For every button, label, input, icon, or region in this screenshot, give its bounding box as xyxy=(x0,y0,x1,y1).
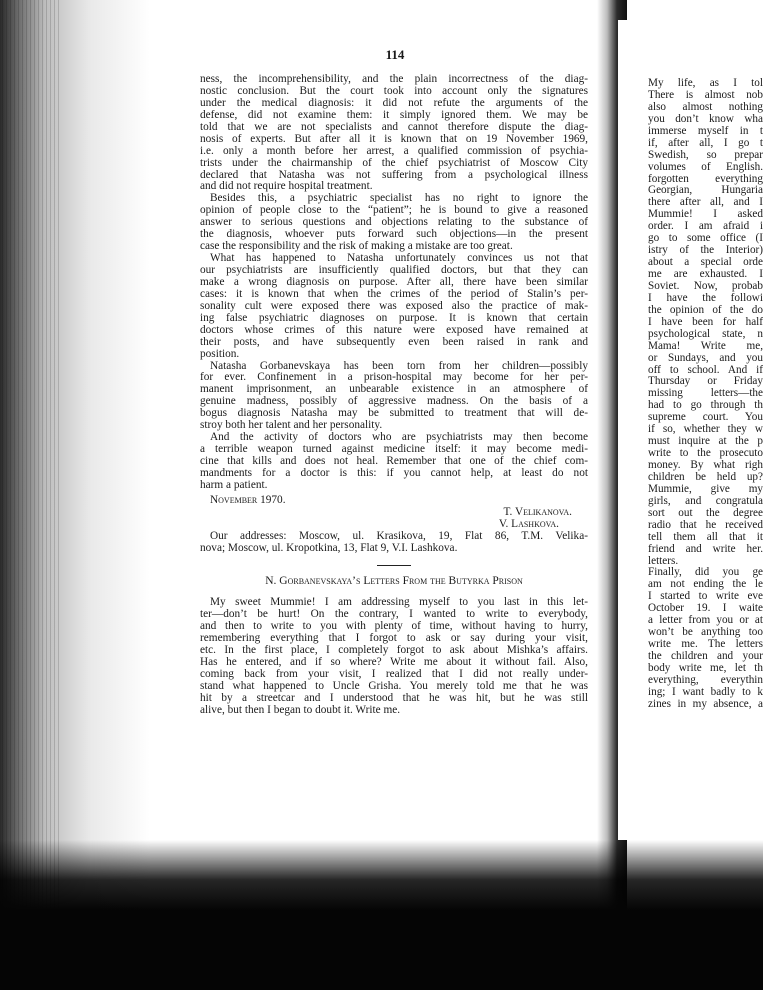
text-line: And the activity of doctors who are psychiatrists may then become xyxy=(210,431,588,444)
section-divider xyxy=(377,565,411,566)
text-line: the diagnosis, whoever puts forward such objections—in the present xyxy=(200,228,588,241)
text-line: etc. In the first place, I completely forgot to ask about Mishka’s affairs. xyxy=(200,644,588,657)
facing-page-line: body write me, let th xyxy=(648,662,763,674)
facing-page-line: the children and your xyxy=(648,651,763,662)
text-line: declared that Natasha was not suffering from a psychological illness xyxy=(200,168,588,181)
facing-page-line: Mummie, give my xyxy=(648,483,763,495)
facing-page-line: off to school. And if xyxy=(648,364,763,376)
text-line: Natasha Gorbanevskaya has been torn from her children—possibly xyxy=(210,359,588,372)
facing-page-line: go to some office (I xyxy=(648,233,763,245)
text-line: answer to serious questions and objections relating to the substance of xyxy=(200,216,588,229)
facing-page-line: there after all, and I xyxy=(648,197,763,209)
facing-page-line: There is almost nob xyxy=(648,89,763,101)
facing-page-line: Thursday or Friday xyxy=(648,376,763,388)
text-line: alive, but then I began to doubt it. Write me. xyxy=(200,703,401,716)
addresses-line: Our addresses: Moscow, ul. Krasikova, 19, Flat 86, T.M. Velika- xyxy=(210,529,588,542)
facing-page-line: supreme court. You xyxy=(648,412,763,424)
facing-page-line: Finally, did you ge xyxy=(648,567,763,579)
facing-page-line: Mummie! I asked xyxy=(648,209,763,221)
text-line: and did not require hospital treatment. xyxy=(200,180,373,193)
facing-page-line: immerse myself in t xyxy=(648,125,763,137)
date-line: November 1970. xyxy=(210,493,286,506)
facing-page-line: a letter from you or at xyxy=(648,615,763,627)
facing-page-line: missing letters—the xyxy=(648,388,763,400)
facing-page-line: girls, and congratula xyxy=(648,495,763,507)
text-line: and then to write to you with plenty of time, without having to hurry, xyxy=(200,620,588,633)
facing-page-line: forgotten everything xyxy=(648,173,763,185)
text-line: hit by a streetcar and I understood that he was hit, but he was still xyxy=(200,691,588,704)
text-line: My sweet Mummie! I am addressing myself to you last in this let- xyxy=(210,596,588,609)
text-line: ness, the incomprehensibility, and the plain incorrectness of the diag- xyxy=(200,73,588,85)
text-line: a terrible weapon turned against medicine itself: it may become medi- xyxy=(200,443,588,456)
facing-page-line: Soviet. Now, probab xyxy=(648,280,763,292)
page-number: 114 xyxy=(385,47,405,62)
text-line: cases: it is known that when the crimes of the period of Stalin’s per- xyxy=(200,287,588,300)
facing-page-line: I have the followi xyxy=(648,292,763,304)
text-line: told that we are not specialists and cannot therefore dispute the diag- xyxy=(200,120,588,133)
facing-page-line: Georgian, Hungaria xyxy=(648,185,763,197)
facing-page-line: My life, as I tol xyxy=(648,78,763,89)
text-line: genuine madness, possibly of aggressive madness. On the basis of a xyxy=(200,395,588,408)
text-line: make a wrong diagnosis on purpose. After all, there have been similar xyxy=(200,275,588,288)
facing-page-line: write me. The letters xyxy=(648,639,763,651)
facing-page-text xyxy=(648,78,763,711)
text-line: cine that kills and does not heal. Remember that one of the chief com- xyxy=(200,455,588,467)
facing-page-line: istry of the Interior) xyxy=(648,245,763,257)
text-line: harm a patient. xyxy=(200,478,268,491)
text-line: Has he entered, and if so where? Write me about it without fail. Also, xyxy=(200,656,588,669)
facing-page-line: or Sundays, and you xyxy=(648,352,763,364)
facing-page-line: I started to write eve xyxy=(648,591,763,603)
addresses-line: nova; Moscow, ul. Kropotkina, 13, Flat 9, V.I. Lashkova. xyxy=(200,541,458,554)
text-line: mandments for a doctor is this: if you cannot help, at least do not xyxy=(200,466,588,479)
page-body xyxy=(200,74,588,717)
facing-page-line: tell them all that it xyxy=(648,531,763,543)
text-line: ing false psychiatric diagnoses on purpose. It is known that certain xyxy=(200,311,588,324)
facing-page-line: order. I am afraid i xyxy=(648,221,763,233)
text-line: Besides this, a psychiatric specialist has no right to ignore the xyxy=(210,192,588,205)
text-line: coming back from your visit, I realized that I did not really under- xyxy=(200,668,588,681)
letters-body xyxy=(200,597,588,716)
text-line: defense, did not examine them: it simply ignored them. We may be xyxy=(200,108,588,121)
signatory-velikanova: T. Velikanova. xyxy=(503,505,572,518)
facing-page-line: about a special orde xyxy=(648,257,763,269)
text-line: position. xyxy=(200,347,240,360)
facing-page-line: October 19. I waite xyxy=(648,603,763,615)
text-line: sonality cult were exposed there was exposed also the practice of mak- xyxy=(200,299,588,312)
facing-page-line: am not ending the le xyxy=(648,579,763,591)
text-line: under the medical diagnosis: it did not refute the arguments of the xyxy=(200,96,588,109)
facing-page xyxy=(618,20,763,840)
facing-page-line: friend and write her. xyxy=(648,543,763,555)
facing-page-line: Mama! Write me, xyxy=(648,340,763,352)
facing-page-line: me are exhausted. I xyxy=(648,269,763,280)
facing-page-line: also almost nothing xyxy=(648,101,763,113)
letters-heading: N. Gorbanevskaya’s Letters From the Butyrka Prison xyxy=(265,574,523,587)
facing-page-line: the opinion of the do xyxy=(648,304,763,316)
text-line: ter—don’t be hurt! On the contrary, I wanted to write to everybody, xyxy=(200,608,588,621)
text-line: our psychiatrists are insufficiently qualified doctors, but that they can xyxy=(200,264,588,276)
facing-page-line: must inquire at the p xyxy=(648,436,763,448)
text-line: remembering everything that I forgot to ask or say during your visit, xyxy=(200,632,588,645)
facing-page-line: children be held up? xyxy=(648,471,763,483)
text-line: What has happened to Natasha unfortunately convinces us not that xyxy=(210,252,588,265)
facing-page-line: everything, everythin xyxy=(648,674,763,686)
text-line: opinion of people close to the “patient”; he is bound to give a reasoned xyxy=(200,204,588,217)
facing-page-line: if so, whether they w xyxy=(648,424,763,436)
facing-page-line: I have been for half xyxy=(648,316,763,328)
facing-page-line: had to go through th xyxy=(648,400,763,412)
text-line: i.e. only a month before her arrest, a qualified commission of psychia- xyxy=(200,144,588,157)
facing-page-line: ing; I want badly to k xyxy=(648,686,763,698)
facing-page-line: letters. xyxy=(648,555,679,567)
facing-page-line: if, after all, I go t xyxy=(648,137,763,149)
facing-page-line: write to the prosecuto xyxy=(648,448,763,460)
signatory-lashkova: V. Lashkova. xyxy=(498,517,559,530)
facing-page-line: you don’t know wha xyxy=(648,113,763,125)
facing-page-line: sort out the degree xyxy=(648,507,763,519)
text-line: for ever. Confinement in a prison-hospital may become for her per- xyxy=(200,371,588,384)
scan-bottom-shadow xyxy=(0,840,763,990)
facing-page-line: radio that he received xyxy=(648,519,763,531)
facing-page-line: volumes of English. xyxy=(648,161,763,173)
text-line: doctors whose crimes of this nature were exposed have remained at xyxy=(200,323,588,336)
text-line: nosis of experts. But after all it is known that on 19 November 1969, xyxy=(200,132,588,145)
text-line: stroy both her talent and her personality. xyxy=(200,419,383,432)
text-line: trists under the chairmanship of the chief psychiatrist of Moscow City xyxy=(200,156,588,169)
facing-page-line: Swedish, so prepar xyxy=(648,149,763,161)
facing-page-line: zines in my absence, a xyxy=(648,698,763,710)
text-line: manent imprisonment, an unbearable existence in an atmosphere of xyxy=(200,383,588,396)
article-body xyxy=(200,74,588,492)
text-line: case the responsibility and the risk of making a mistake are too great. xyxy=(200,240,513,253)
facing-page-line: won’t be anything too xyxy=(648,627,763,639)
facing-page-line: money. By what righ xyxy=(648,460,763,471)
text-line: bogus diagnosis Natasha may be submitted to treatment that will de- xyxy=(200,407,588,420)
text-line: nostic conclusion. But the court took into account only the signatures xyxy=(200,84,588,97)
text-line: stand what happened to Uncle Grisha. You merely told me that he was xyxy=(200,680,588,693)
facing-page-line: psychological state, n xyxy=(648,328,763,340)
text-line: their posts, and have subsequently even been raised in rank and xyxy=(200,335,588,348)
